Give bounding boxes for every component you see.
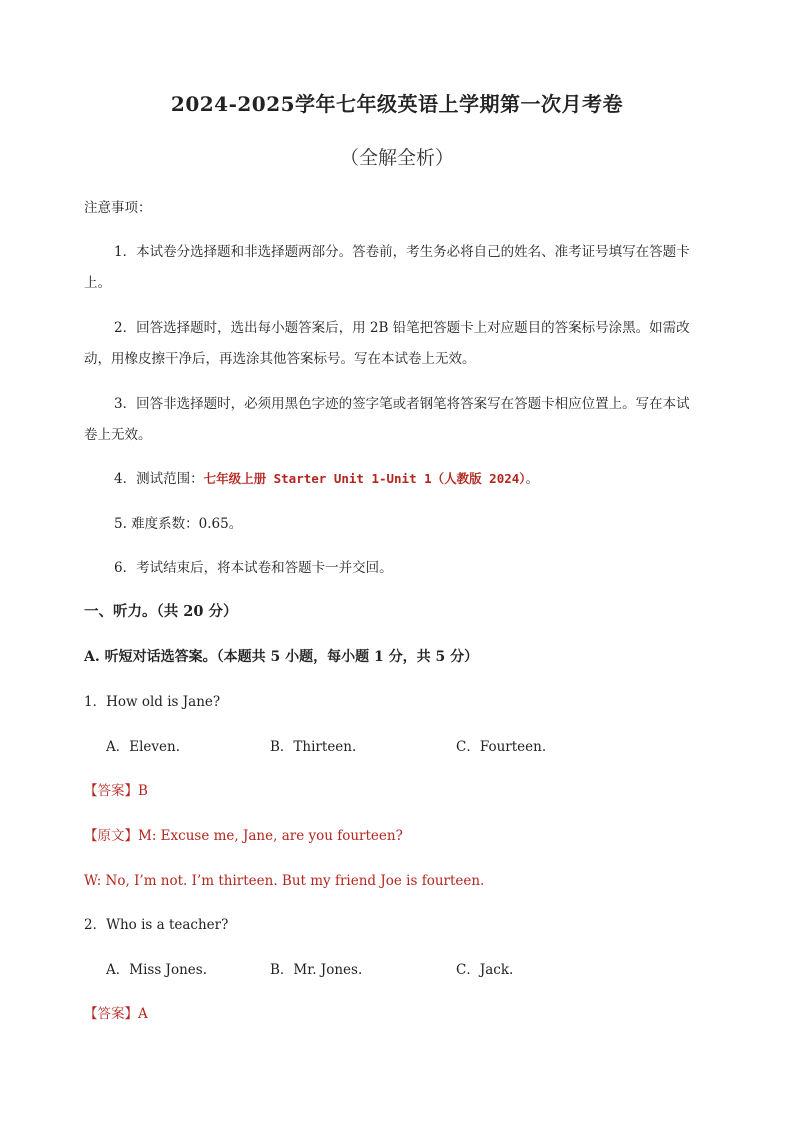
question-1: 1．How old is Jane? <box>84 694 221 710</box>
note-3-line-2: 卷上无效。 <box>84 427 152 443</box>
question-2: 2．Who is a teacher? <box>84 917 229 933</box>
note-3-line-1: 3．回答非选择题时，必须用黑色字迹的签字笔或者钢笔将答案写在答题卡相应位置上。写在本试 <box>114 396 690 412</box>
note-1-line-1: 1．本试卷分选择题和非选择题两部分。答卷前，考生务必将自己的姓名、准考证号填写在答题卡 <box>114 244 690 260</box>
part-a-heading: A. 听短对话选答案。（本题共 5 小题，每小题 1 分，共 5 分） <box>84 649 479 665</box>
note-4-suffix: 。 <box>525 471 540 487</box>
note-1-line-2: 上。 <box>84 275 111 291</box>
note-5: 5. 难度系数：0.65。 <box>114 516 243 532</box>
note-2-line-2: 动，用橡皮擦干净后，再选涂其他答案标号。写在本试卷上无效。 <box>84 351 476 367</box>
note-2-line-1: 2．回答选择题时，选出每小题答案后，用 2B 铅笔把答题卡上对应题目的答案标号涂黑。如需改 <box>114 320 690 336</box>
q1-answer-tag: 【答案】 <box>84 783 138 799</box>
q1-source-text <box>84 826 714 846</box>
note-4 <box>114 469 714 489</box>
q1-source-line-2: W: No, I’m not. I’m thirteen. But my friend Joe is fourteen. <box>84 873 485 889</box>
q2-option-a: A．Miss Jones. <box>106 962 207 978</box>
q2-answer-value: A <box>138 1006 148 1022</box>
notice-heading: 注意事项： <box>84 200 152 216</box>
q2-answer-tag: 【答案】 <box>84 1006 138 1022</box>
q2-option-b: B．Mr. Jones. <box>270 962 363 978</box>
page-title: 2024-2025学年七年级英语上学期第一次月考卷 <box>170 92 624 116</box>
q1-option-c: C．Fourteen. <box>456 739 547 755</box>
q2-option-c: C．Jack. <box>456 962 514 978</box>
q1-option-b: B．Thirteen. <box>270 739 357 755</box>
test-range: 七年级上册 Starter Unit 1-Unit 1（人教版 2024） <box>203 471 526 486</box>
q1-source-line-1: M: Excuse me, Jane, are you fourteen? <box>138 828 403 844</box>
note-4-prefix: 4．测试范围： <box>114 471 204 487</box>
q1-source-tag: 【原文】 <box>84 828 138 844</box>
q1-option-a: A．Eleven. <box>106 739 181 755</box>
q1-answer-value: B <box>138 783 148 799</box>
note-6: 6．考试结束后，将本试卷和答题卡一并交回。 <box>114 560 393 576</box>
q2-answer <box>84 1004 714 1024</box>
page-subtitle: （全解全析） <box>339 147 454 169</box>
q1-answer <box>84 781 714 801</box>
section-heading: 一、听力。（共 20 分） <box>84 603 238 620</box>
